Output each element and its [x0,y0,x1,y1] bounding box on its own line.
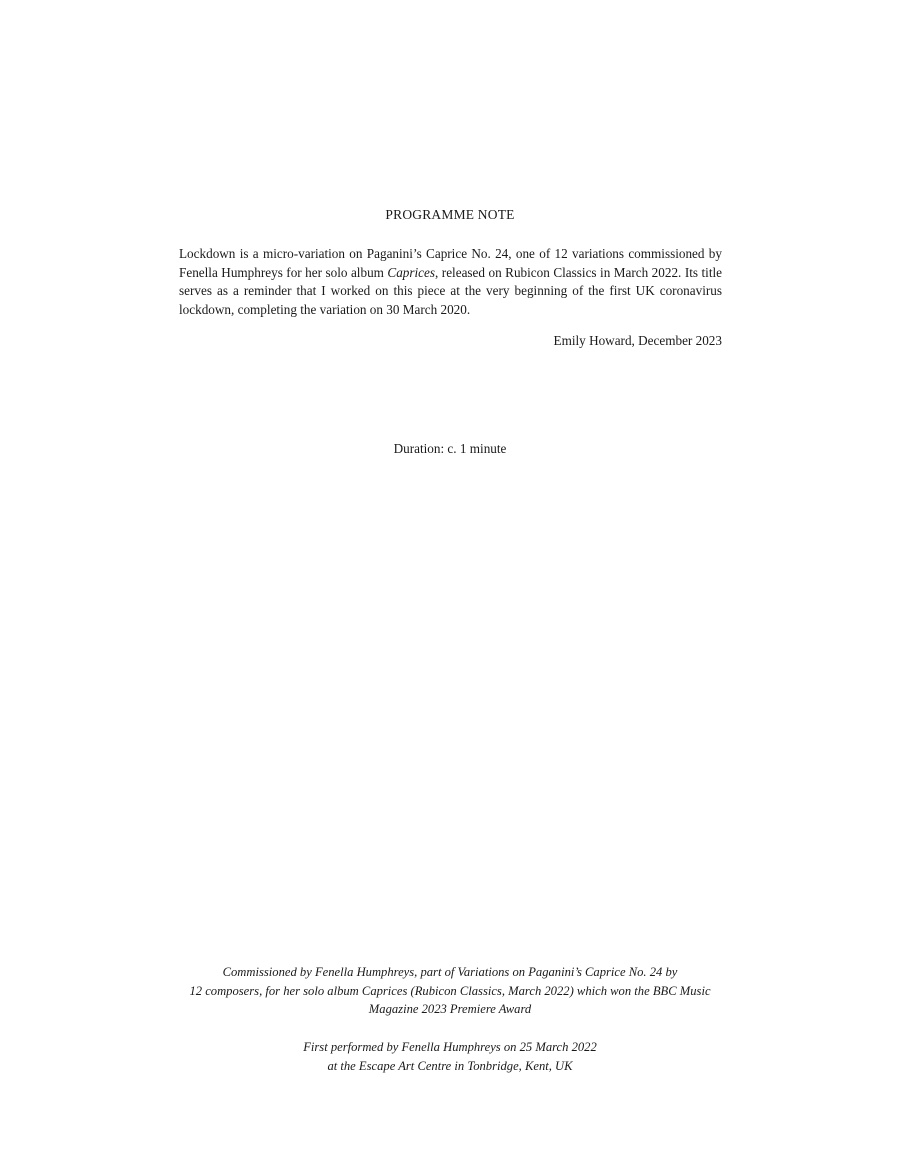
commission-line: 12 composers, for her solo album Caprices (Rubicon Classics, March 2022) which won the BBC Music [189,983,711,998]
author-signature: Emily Howard, December 2023 [553,333,722,348]
duration-text: Duration: c. 1 minute [393,441,507,456]
album-title: Caprices [387,264,436,280]
paragraph-part-2: , released on Rubicon Classics in March 2022. Its title serves as a reminder that I worked on this piece at the very beginning of the first UK coronavirus lockdown, completing the variation on 30 March 2020. [179,264,722,317]
programme-note-paragraph [179,245,722,319]
commission-line: Magazine 2023 Premiere Award [368,1002,532,1017]
premiere-credit [150,1038,750,1075]
programme-note-heading: PROGRAMME NOTE [385,207,515,222]
premiere-line: at the Escape Art Centre in Tonbridge, Kent, UK [327,1058,573,1073]
commission-credit [150,963,750,1019]
premiere-line: First performed by Fenella Humphreys on 25 March 2022 [303,1040,597,1054]
paragraph-part-1: Lockdown is a micro-variation on Paganini’s Caprice No. 24, one of 12 variations commissioned by Fenella Humphreys for her solo album [179,246,722,280]
commission-line: Commissioned by Fenella Humphreys, part of Variations on Paganini’s Caprice No. 24 by [222,965,678,979]
